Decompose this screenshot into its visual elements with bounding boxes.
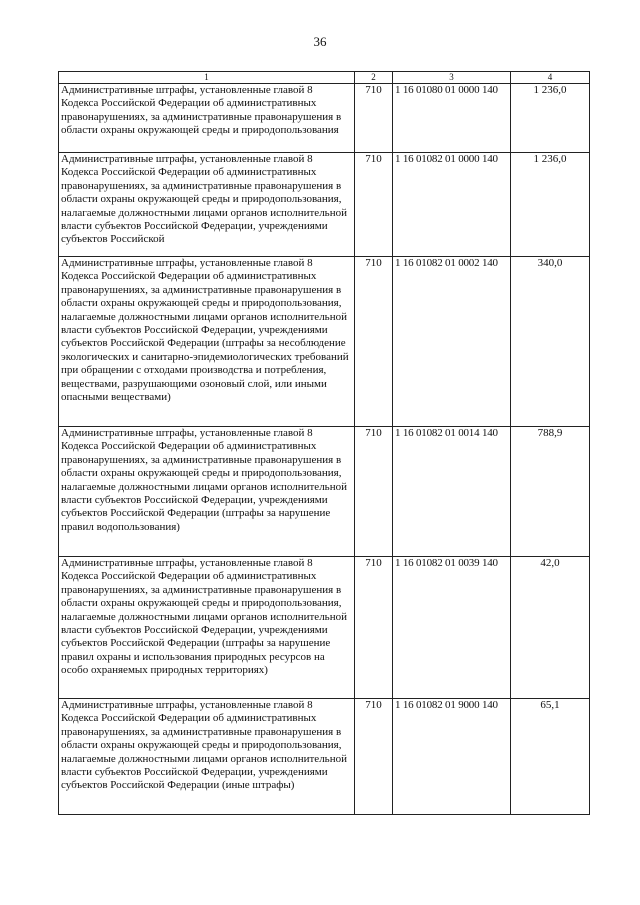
column-header-4: 4: [511, 72, 590, 84]
column-header-1: 1: [59, 72, 355, 84]
amount-cell: 1 236,0: [511, 153, 590, 257]
revenue-name-cell: Административные штрафы, установленные главой 8 Кодекса Российской Федерации об административных правонарушениях, за административные правонарушения в области охраны окружающей среды и природопользования: [59, 84, 355, 153]
budget-code-cell: 1 16 01082 01 0000 140: [393, 153, 511, 257]
table-row: [59, 557, 590, 699]
admin-code-cell: 710: [355, 427, 393, 557]
revenue-name-cell: Административные штрафы, установленные главой 8 Кодекса Российской Федерации об административных правонарушениях, за административные правонарушения в области охраны окружающей среды и природопользования, налагаемые должностными лицами органов исполнительной власти субъектов Российской Федерации, учреждениями субъектов Российской Федерации (штрафы за нарушение правил водопользования): [59, 427, 355, 557]
table-row: [59, 257, 590, 427]
revenue-name-cell: Административные штрафы, установленные главой 8 Кодекса Российской Федерации об административных правонарушениях, за административные правонарушения в области охраны окружающей среды и природопользования, налагаемые должностными лицами органов исполнительной власти субъектов Российской Федерации, учреждениями субъектов Российской Федерации (штрафы за несоблюдение экологических и санитарно-эпидемиологических требований при обращении с отходами производства и потребления, веществами, разрушающими озоновый слой, или иными опасными веществами): [59, 257, 355, 427]
budget-code-cell: 1 16 01080 01 0000 140: [393, 84, 511, 153]
budget-code-cell: 1 16 01082 01 9000 140: [393, 699, 511, 815]
budget-code-cell: 1 16 01082 01 0039 140: [393, 557, 511, 699]
table-row: [59, 699, 590, 815]
admin-code-cell: 710: [355, 699, 393, 815]
amount-cell: 788,9: [511, 427, 590, 557]
admin-code-cell: 710: [355, 557, 393, 699]
table-header-row: [59, 72, 590, 84]
table-row: [59, 84, 590, 153]
page-number: 36: [313, 34, 327, 49]
table-row: [59, 153, 590, 257]
table-row: [59, 427, 590, 557]
revenue-name-cell: Административные штрафы, установленные главой 8 Кодекса Российской Федерации об административных правонарушениях, за административные правонарушения в области охраны окружающей среды и природопользования, налагаемые должностными лицами органов исполнительной власти субъектов Российской Федерации, учреждениями субъектов Российской Федерации (иные штрафы): [59, 699, 355, 815]
amount-cell: 1 236,0: [511, 84, 590, 153]
budget-code-cell: 1 16 01082 01 0002 140: [393, 257, 511, 427]
amount-cell: 340,0: [511, 257, 590, 427]
revenue-name-cell: Административные штрафы, установленные главой 8 Кодекса Российской Федерации об административных правонарушениях, за административные правонарушения в области охраны окружающей среды и природопользования, налагаемые должностными лицами органов исполнительной власти субъектов Российской Федерации, учреждениями субъектов Российской Федерации (штрафы за нарушение правил охраны и использования природных ресурсов на особо охраняемых природных территориях): [59, 557, 355, 699]
column-header-3: 3: [393, 72, 511, 84]
revenue-name-cell: Административные штрафы, установленные главой 8 Кодекса Российской Федерации об административных правонарушениях, за административные правонарушения в области охраны окружающей среды и природопользования, налагаемые должностными лицами органов исполнительной власти субъектов Российской Федерации, учреждениями субъектов Российской: [59, 153, 355, 257]
admin-code-cell: 710: [355, 84, 393, 153]
amount-cell: 65,1: [511, 699, 590, 815]
revenue-table: [58, 71, 590, 815]
column-header-2: 2: [355, 72, 393, 84]
amount-cell: 42,0: [511, 557, 590, 699]
admin-code-cell: 710: [355, 257, 393, 427]
budget-code-cell: 1 16 01082 01 0014 140: [393, 427, 511, 557]
admin-code-cell: 710: [355, 153, 393, 257]
